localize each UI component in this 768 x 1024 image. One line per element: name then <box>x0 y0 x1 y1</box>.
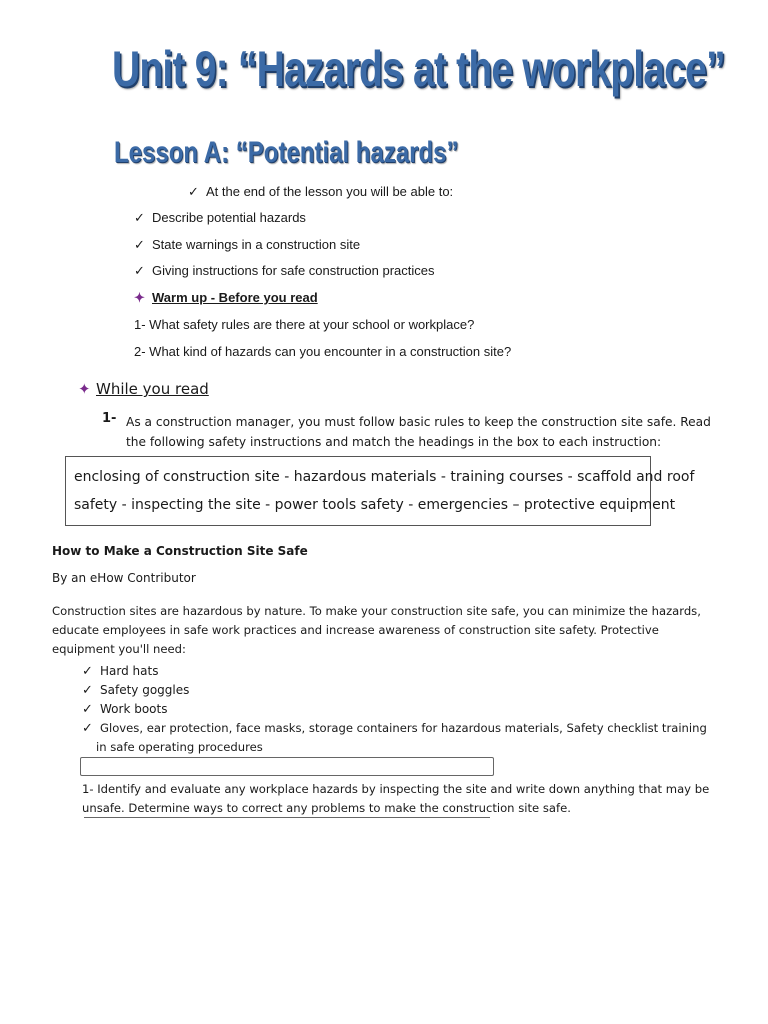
objective-text: State warnings in a construction site <box>152 237 361 252</box>
checkmark-icon: ✓ <box>82 664 93 679</box>
star-bullet-icon: ✦ <box>134 290 145 305</box>
checkmark-icon: ✓ <box>82 721 93 736</box>
equipment-text: Gloves, ear protection, face masks, storage containers for hazardous materials, Safety checklist training <box>100 721 707 735</box>
equipment-item <box>82 719 707 738</box>
equipment-item <box>82 681 707 700</box>
article-title: How to Make a Construction Site Safe <box>52 544 308 558</box>
article-intro <box>52 602 722 659</box>
checkmark-icon: ✓ <box>134 210 145 225</box>
headings-box <box>65 456 695 526</box>
step1-line: unsafe. Determine ways to correct any problems to make the construction site safe. <box>82 801 571 815</box>
step1-line: 1- Identify and evaluate any workplace hazards by inspecting the site and write down anything that may be <box>82 782 710 796</box>
warmup-heading-text: Warm up - Before you read <box>152 290 318 305</box>
equipment-continuation: in safe operating procedures <box>96 740 263 754</box>
lesson-title: Lesson A: “Potential hazards” <box>114 136 459 169</box>
article-intro-line: equipment you'll need: <box>52 642 186 656</box>
equipment-text: Safety goggles <box>100 683 190 697</box>
objective-item <box>134 237 360 253</box>
headings-box-line: enclosing of construction site - hazardous materials - training courses - scaffold and roof <box>74 469 695 485</box>
article-byline: By an eHow Contributor <box>52 571 196 585</box>
warmup-heading <box>134 290 318 306</box>
while-read-heading <box>78 380 209 398</box>
objective-text: Describe potential hazards <box>152 210 306 225</box>
equipment-item <box>82 662 707 681</box>
objectives-intro-text: At the end of the lesson you will be able to: <box>206 184 454 199</box>
while-read-heading-text: While you read <box>96 380 209 398</box>
checkmark-icon: ✓ <box>134 263 145 278</box>
headings-box-line: safety - inspecting the site - power tools safety - emergencies – protective equipment <box>74 497 676 513</box>
article-intro-line: Construction sites are hazardous by nature. To make your construction site safe, you can minimize the hazards, <box>52 604 701 618</box>
star-bullet-icon: ✦ <box>78 380 91 398</box>
objectives-intro <box>188 184 453 200</box>
objective-item <box>134 210 306 226</box>
equipment-text: Work boots <box>100 702 168 716</box>
checkmark-icon: ✓ <box>188 184 199 199</box>
warmup-question: 2- What kind of hazards can you encounter in a construction site? <box>134 344 512 359</box>
instruction-line: the following safety instructions and match the headings in the box to each instruction: <box>126 435 662 449</box>
step1 <box>82 780 709 818</box>
equipment-list <box>82 662 707 757</box>
instruction-line: As a construction manager, you must follow basic rules to keep the construction site safe. Read <box>126 415 711 429</box>
objective-text: Giving instructions for safe construction practices <box>152 263 435 278</box>
instruction-number: 1- <box>102 411 117 426</box>
checkmark-icon: ✓ <box>82 683 93 698</box>
equipment-text: Hard hats <box>100 664 159 678</box>
checkmark-icon: ✓ <box>82 702 93 717</box>
unit-title: Unit 9: “Hazards at the workplace” <box>112 41 725 97</box>
objective-item <box>134 263 435 279</box>
equipment-item <box>82 700 707 719</box>
article-intro-line: educate employees in safe work practices and increase awareness of construction site safety. Protective <box>52 623 659 637</box>
warmup-question: 1- What safety rules are there at your school or workplace? <box>134 317 475 332</box>
heading-answer-field[interactable] <box>80 757 494 776</box>
checkmark-icon: ✓ <box>134 237 145 252</box>
heading-answer-field[interactable] <box>84 817 490 818</box>
instruction-text <box>126 412 711 452</box>
